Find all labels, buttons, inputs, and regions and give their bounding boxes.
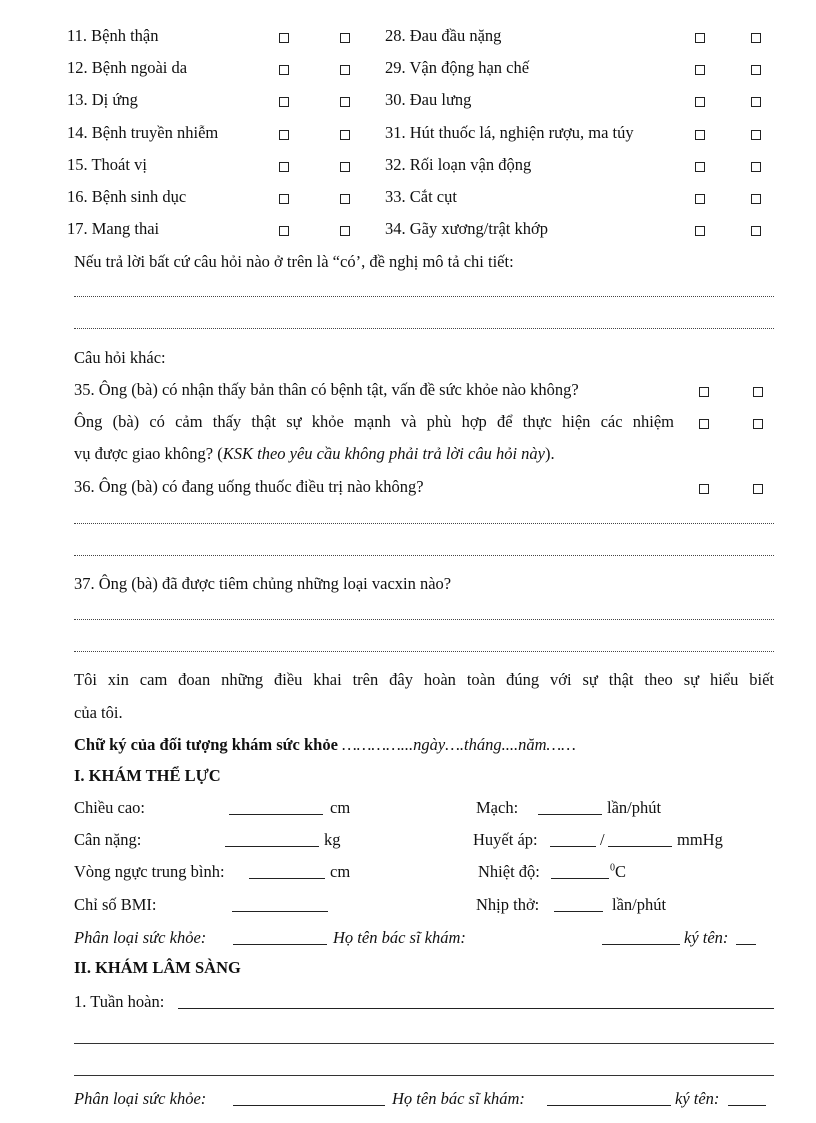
circulation-label: 1. Tuần hoàn: [74, 992, 165, 1011]
condition-right-label: 33. Cắt cụt [385, 187, 457, 206]
condition-left-no-checkbox[interactable] [340, 33, 350, 43]
section-1-title: I. KHÁM THỂ LỰC [74, 766, 221, 785]
condition-right-label: 32. Rối loạn vận động [385, 154, 532, 174]
height-unit: cm [330, 798, 351, 817]
condition-right-no-checkbox[interactable] [751, 130, 761, 140]
condition-right-yes-checkbox[interactable] [695, 33, 705, 43]
classify-input-2[interactable] [233, 1091, 385, 1106]
doctor-input-1[interactable] [602, 930, 680, 945]
weight-input[interactable] [225, 832, 319, 847]
condition-right-no-checkbox[interactable] [751, 194, 761, 204]
resp-unit: lần/phút [612, 895, 667, 914]
circulation-line-2[interactable] [74, 1043, 774, 1044]
condition-left-yes-checkbox[interactable] [279, 97, 289, 107]
q36-no-checkbox[interactable] [753, 484, 763, 494]
condition-right-yes-checkbox[interactable] [695, 162, 705, 172]
resp-input[interactable] [554, 897, 603, 912]
bmi-label: Chỉ số BMI: [74, 895, 157, 914]
circulation-input[interactable] [178, 994, 774, 1009]
condition-right-yes-checkbox[interactable] [695, 226, 705, 236]
condition-left-label: 11. Bệnh thận [67, 26, 159, 45]
condition-left-label: 14. Bệnh truyền nhiễm [67, 122, 219, 142]
detail-line-2[interactable] [74, 328, 774, 329]
other-questions-label: Câu hỏi khác: [74, 348, 166, 367]
weight-label: Cân nặng: [74, 830, 142, 849]
classify-label-2: Phân loại sức khỏe: [74, 1089, 207, 1108]
temp-unit: $^0$C [610, 862, 627, 881]
condition-right-no-checkbox[interactable] [751, 226, 761, 236]
q35-yes-checkbox[interactable] [699, 387, 709, 397]
bmi-input[interactable] [232, 897, 328, 912]
condition-right-label: 34. Gãy xương/trật khớp [385, 219, 548, 239]
sign-input-1[interactable] [736, 930, 756, 945]
condition-left-yes-checkbox[interactable] [279, 194, 289, 204]
detail-prompt: Nếu trả lời bất cứ câu hỏi nào ở trên là “có’, đề nghị mô tả chi tiết: [74, 252, 514, 271]
condition-left-label: 13. Dị ứng [67, 90, 138, 110]
bp-systolic-input[interactable] [550, 832, 596, 847]
condition-left-no-checkbox[interactable] [340, 130, 350, 140]
q37-line-2[interactable] [74, 651, 774, 652]
question-36: 36. Ông (bà) có đang uống thuốc điều trị nào không? [74, 477, 424, 496]
weight-unit: kg [324, 830, 341, 849]
condition-left-no-checkbox[interactable] [340, 194, 350, 204]
condition-right-yes-checkbox[interactable] [695, 97, 705, 107]
condition-left-label: 17. Mang thai [67, 219, 160, 239]
condition-left-yes-checkbox[interactable] [279, 130, 289, 140]
condition-right-yes-checkbox[interactable] [695, 130, 705, 140]
bp-unit: mmHg [677, 830, 723, 849]
condition-left-no-checkbox[interactable] [340, 226, 350, 236]
condition-left-label: 12. Bệnh ngoài da [67, 58, 188, 78]
condition-right-no-checkbox[interactable] [751, 65, 761, 75]
condition-right-label: 31. Hút thuốc lá, nghiện rượu, ma túy [385, 122, 634, 142]
condition-right-yes-checkbox[interactable] [695, 65, 705, 75]
condition-left-label: 16. Bệnh sinh dục [67, 187, 187, 206]
height-input[interactable] [229, 800, 323, 815]
doctor-input-2[interactable] [547, 1091, 671, 1106]
detail-line-1[interactable] [74, 296, 774, 297]
question-35b-line2: vụ được giao không? (KSK theo yêu cầu không phải trả lời câu hỏi này). [74, 444, 555, 463]
condition-left-yes-checkbox[interactable] [279, 162, 289, 172]
condition-right-no-checkbox[interactable] [751, 162, 761, 172]
bp-label: Huyết áp: [473, 830, 538, 849]
pulse-label: Mạch: [476, 798, 519, 817]
q36-yes-checkbox[interactable] [699, 484, 709, 494]
q36-line-1[interactable] [74, 523, 774, 524]
question-35b-line1: Ông (bà) có cảm thấy thật sự khỏe mạnh và phù hợp để thực hiện các nhiệm [74, 412, 674, 431]
circulation-line-3[interactable] [74, 1075, 774, 1076]
pulse-unit: lần/phút [607, 798, 662, 817]
condition-right-no-checkbox[interactable] [751, 33, 761, 43]
q36-line-2[interactable] [74, 555, 774, 556]
condition-left-no-checkbox[interactable] [340, 162, 350, 172]
chest-unit: cm [330, 862, 351, 881]
section-2-title: II. KHÁM LÂM SÀNG [74, 958, 241, 977]
sign-input-2[interactable] [728, 1091, 766, 1106]
height-label: Chiều cao: [74, 798, 146, 817]
resp-label: Nhịp thở: [476, 895, 540, 914]
condition-left-no-checkbox[interactable] [340, 65, 350, 75]
bp-diastolic-input[interactable] [608, 832, 672, 847]
condition-right-label: 28. Đau đầu nặng [385, 26, 502, 45]
question-35: 35. Ông (bà) có nhận thấy bản thân có bệnh tật, vấn đề sức khỏe nào không? [74, 380, 579, 399]
declaration-line-2: của tôi. [74, 703, 123, 722]
chest-input[interactable] [249, 864, 325, 879]
signature-line: Chữ ký của đối tượng khám sức khỏe …………...ngày….tháng....năm…… [74, 735, 576, 754]
sign-label-1: ký tên: [684, 928, 729, 947]
temp-label: Nhiệt độ: [478, 862, 540, 881]
condition-left-yes-checkbox[interactable] [279, 226, 289, 236]
temp-input[interactable] [551, 864, 609, 879]
question-37: 37. Ông (bà) đã được tiêm chủng những loại vacxin nào? [74, 574, 452, 593]
doctor-label-1: Họ tên bác sĩ khám: [333, 928, 466, 947]
doctor-label-2: Họ tên bác sĩ khám: [392, 1089, 525, 1108]
condition-left-no-checkbox[interactable] [340, 97, 350, 107]
condition-left-yes-checkbox[interactable] [279, 65, 289, 75]
q35b-no-checkbox[interactable] [753, 419, 763, 429]
bp-separator: / [600, 830, 605, 849]
q35-no-checkbox[interactable] [753, 387, 763, 397]
chest-label: Vòng ngực trung bình: [74, 862, 225, 881]
classify-label-1: Phân loại sức khỏe: [74, 928, 207, 947]
condition-right-label: 29. Vận động hạn chế [385, 58, 530, 78]
q35b-note: KSK theo yêu cầu không phải trả lời câu hỏi này [222, 444, 545, 463]
q35b-yes-checkbox[interactable] [699, 419, 709, 429]
sign-label-2: ký tên: [675, 1089, 720, 1108]
condition-right-no-checkbox[interactable] [751, 97, 761, 107]
pulse-input[interactable] [538, 800, 602, 815]
condition-right-label: 30. Đau lưng [385, 90, 472, 110]
q37-line-1[interactable] [74, 619, 774, 620]
classify-input-1[interactable] [233, 930, 327, 945]
condition-left-label: 15. Thoát vị [67, 154, 147, 174]
declaration-line-1: Tôi xin cam đoan những điều khai trên đây hoàn toàn đúng với sự thật theo sự hiểu biết [74, 670, 774, 689]
condition-right-yes-checkbox[interactable] [695, 194, 705, 204]
condition-left-yes-checkbox[interactable] [279, 33, 289, 43]
